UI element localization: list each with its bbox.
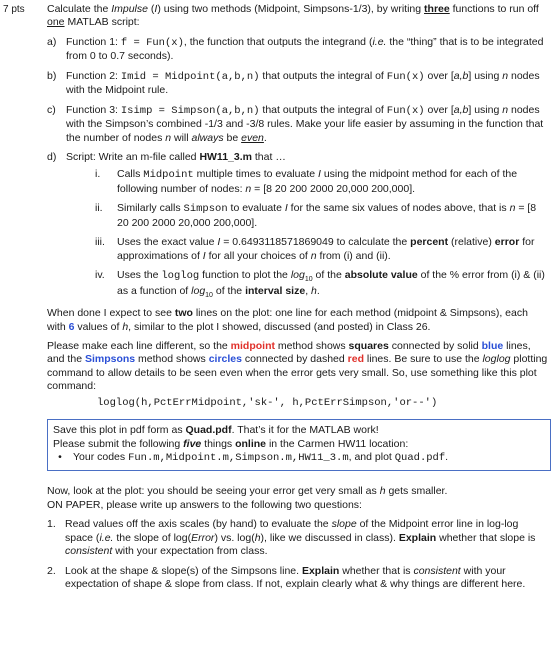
text: log: [290, 269, 305, 281]
text: log: [191, 285, 206, 298]
text: function to plot the: [199, 269, 291, 281]
text: ) using two methods (Midpoint, Simpsons-1/3), by writing: [157, 3, 425, 15]
expectation-paragraph: [47, 307, 549, 334]
text: method shows: [275, 339, 349, 352]
subscript: 10: [205, 292, 213, 300]
text: Read values off the axis scales (by hand) to evaluate the: [65, 518, 332, 531]
text: to evaluate: [227, 202, 285, 215]
text: .: [316, 285, 320, 298]
text: n: [245, 182, 252, 195]
code-inline: Imid = Midpoint(a,b,n): [120, 70, 260, 83]
part-d: [47, 151, 549, 164]
text: lines, and the: [47, 339, 531, 366]
text: five: [183, 437, 202, 450]
text: that …: [251, 150, 286, 163]
text: Calls: [117, 168, 144, 181]
part-d-iv: [95, 269, 549, 301]
text: over [: [424, 69, 454, 82]
text: I: [284, 202, 288, 215]
code-inline: Fun.m,Midpoint.m,Simpson.m,HW11_3.m: [128, 452, 349, 465]
text: whether that slope is: [436, 531, 536, 544]
text: of the: [312, 269, 345, 281]
text: lines on the plot: one line for each method (midpoint & Simpsons), each with: [47, 307, 528, 333]
text: method shows: [135, 353, 209, 366]
part-text: [66, 151, 549, 164]
text: values of: [74, 320, 123, 333]
text: always: [191, 131, 224, 144]
text: = [8 20 200 2000 20,000 200,000].: [117, 202, 537, 229]
text: from (i) and (ii).: [316, 249, 391, 262]
text: connected by solid: [388, 339, 482, 352]
part-label: d): [47, 150, 57, 163]
text: Explain: [398, 531, 437, 544]
sub-text: [117, 269, 549, 301]
text: Uses the: [117, 269, 162, 281]
code-inline: Simpson: [183, 203, 228, 216]
text: red: [347, 353, 364, 366]
text: lines. Be sure to use the: [363, 353, 483, 366]
sub-label: iii.: [95, 236, 105, 249]
plot-style-paragraph: [47, 340, 549, 394]
text: consistent: [413, 564, 461, 577]
part-text: [66, 70, 549, 98]
sub-text: [117, 202, 549, 230]
text: plotting command to allow details to be seen even when the error gets very small. So, use something like this plot command:: [47, 353, 548, 393]
text: , and plot: [348, 451, 395, 464]
text: two: [174, 307, 193, 320]
sub-text: [117, 236, 549, 263]
text: percent: [410, 236, 449, 249]
text: h: [254, 531, 261, 544]
text: Explain: [301, 564, 340, 577]
text: , similar to the plot I showed, discussed (and posted) in Class 26.: [128, 320, 431, 333]
text: n: [310, 249, 317, 262]
text: I: [154, 3, 158, 15]
text: Error: [191, 531, 215, 544]
part-d-i: [95, 168, 549, 196]
text: that outputs the integral of: [259, 103, 387, 116]
text: . That’s it for the MATLAB work!: [231, 424, 379, 437]
text: Script: Write an m-file called: [66, 150, 200, 163]
text: be: [223, 131, 242, 144]
text: blue: [481, 339, 504, 352]
question-text: [65, 565, 549, 592]
text: with your expectation of shape & slope from class. If not, explain clearly what & why things are different here.: [65, 564, 526, 591]
part-label: c): [47, 103, 56, 116]
text: (relative): [448, 236, 495, 249]
text: one: [47, 16, 65, 29]
problem-content: [47, 3, 549, 592]
submit-list-item: [53, 451, 545, 465]
sub-label: i.: [95, 168, 101, 181]
text: ) vs. log(: [214, 531, 255, 544]
text: in the Carmen HW11 location:: [266, 437, 409, 450]
text: of the: [212, 285, 246, 298]
text: ,: [305, 285, 312, 298]
text: = 0.6493118571869049 to calculate the: [220, 236, 411, 249]
text: n: [509, 202, 516, 215]
text: loglog: [482, 353, 511, 366]
text: squares: [348, 339, 389, 352]
sub-label: iv.: [95, 269, 105, 281]
text: h: [311, 285, 317, 298]
code-inline: Fun(x): [386, 104, 425, 117]
text: .: [263, 131, 267, 144]
text: Save this plot in pdf form as: [53, 424, 186, 437]
sub-label: ii.: [95, 202, 103, 215]
text: n: [502, 69, 509, 82]
text: functions to run off: [449, 3, 539, 15]
text: (: [147, 3, 155, 15]
code-inline: Quad.pdf: [394, 452, 446, 465]
submit-instruction: [53, 438, 545, 451]
text: gets smaller.: [385, 485, 448, 498]
bullet-icon: •: [58, 451, 62, 464]
text: n: [502, 103, 509, 116]
plot-command-code: loglog(h,PctErrMidpoint,'sk-', h,PctErrSimpson,'or--'): [97, 396, 438, 409]
text: the “thing” that is to be integrated from 0 to 0.7 seconds).: [66, 35, 544, 63]
text: circles: [208, 353, 242, 366]
question-label: 1.: [47, 518, 56, 531]
file-list: [67, 451, 545, 465]
submission-box: [47, 419, 551, 471]
text: I: [202, 249, 206, 262]
text: for approximations of: [117, 236, 535, 262]
text: a,b: [453, 103, 469, 116]
code-inline: Isimp = Simpson(a,b,n): [120, 104, 260, 117]
text: nodes with the Midpoint rule.: [66, 69, 540, 97]
text: .: [445, 451, 449, 464]
text: = [8 20 200 2000 20,000 200,000].: [251, 182, 416, 195]
question-2: [47, 565, 549, 592]
text: slope: [331, 518, 357, 531]
text: I: [318, 168, 321, 181]
question-label: 2.: [47, 564, 56, 577]
text: online: [235, 437, 267, 450]
text: ] using: [468, 103, 503, 116]
sub-text: [117, 168, 549, 196]
part-text: [66, 36, 549, 64]
subscript: 10: [304, 276, 313, 284]
question-1: [47, 518, 549, 558]
text: Look at the shape & slope(s) of the Simpsons line.: [65, 564, 302, 577]
part-b: [47, 70, 549, 98]
text: midpoint: [230, 339, 275, 352]
save-instruction: [53, 424, 545, 437]
observe-text: [47, 485, 549, 498]
text: the slope of log(: [113, 531, 192, 544]
part-label: b): [47, 69, 57, 82]
text: for all your choices of: [205, 249, 311, 262]
text: Impulse: [111, 3, 148, 15]
text: Function 3:: [66, 103, 121, 116]
text: Quad.pdf: [185, 424, 232, 437]
text: three: [424, 3, 450, 15]
text: Similarly calls: [117, 202, 184, 215]
text: ] using: [468, 69, 503, 82]
text: h: [122, 320, 129, 333]
problem-intro: [47, 3, 549, 30]
text: i.e.: [372, 35, 387, 48]
text: Simpsons: [84, 353, 136, 366]
text: Now, look at the plot: you should be seeing your error get very small as: [47, 485, 380, 498]
text: with your expectation from class.: [112, 545, 268, 558]
code-inline: f = Fun(x): [120, 36, 184, 49]
text: Function 2:: [66, 69, 121, 82]
text: Calculate the: [47, 3, 112, 15]
text: that outputs the integral of: [259, 69, 387, 82]
text: Your codes: [73, 451, 129, 464]
text: I: [217, 236, 221, 249]
text: for the same six values of nodes above, that is: [287, 202, 510, 215]
code-inline: Midpoint: [143, 169, 194, 182]
text: h: [379, 485, 386, 498]
text: even: [241, 131, 264, 144]
code-inline: Fun(x): [386, 70, 425, 83]
text: things: [201, 437, 236, 450]
text: Uses the exact value: [117, 236, 218, 249]
text: nodes with the Simpson’s combined -1/3 and -3/8 rules. Make your life easier by assuming in the function that the number of nodes: [66, 103, 544, 144]
text: i.e.: [99, 531, 114, 544]
part-label: a): [47, 35, 57, 48]
text: over [: [424, 103, 454, 116]
text: 6: [68, 320, 75, 333]
points-label: 7 pts: [3, 4, 25, 15]
text: MATLAB script:: [64, 16, 140, 29]
text: connected by dashed: [241, 353, 348, 366]
paper-instruction: ON PAPER, please write up answers to the following two questions:: [47, 498, 362, 511]
text: of the % error from (i) & (ii) as a function of: [117, 269, 545, 298]
text: absolute value: [344, 269, 418, 281]
text: consistent: [65, 545, 113, 558]
paper-section: [47, 485, 549, 591]
text: HW11_3.m: [199, 150, 252, 163]
part-d-iii: [95, 236, 549, 263]
text: ), like we discussed in class).: [260, 531, 399, 544]
part-text: [66, 104, 549, 145]
text: multiple times to evaluate: [193, 168, 318, 181]
text: Please submit the following: [53, 437, 184, 450]
text: a,b: [453, 69, 469, 82]
text: whether that is: [339, 564, 414, 577]
text: interval size: [245, 285, 306, 298]
text: n: [165, 131, 172, 144]
text: When done I expect to see: [47, 307, 175, 320]
text: will: [171, 131, 192, 144]
part-a: [47, 36, 549, 64]
text: error: [494, 236, 520, 249]
text: of the Midpoint error line in log-log space (: [65, 518, 519, 544]
text: Please make each line different, so the: [47, 339, 231, 352]
code-inline: loglog: [161, 270, 200, 282]
text: using the midpoint method for each of the following number of nodes:: [117, 168, 518, 195]
part-d-ii: [95, 202, 549, 230]
text: Function 1:: [66, 35, 121, 48]
part-c: [47, 104, 549, 145]
text: , the function that outputs the integrand (: [183, 35, 373, 48]
question-text: [65, 518, 549, 558]
